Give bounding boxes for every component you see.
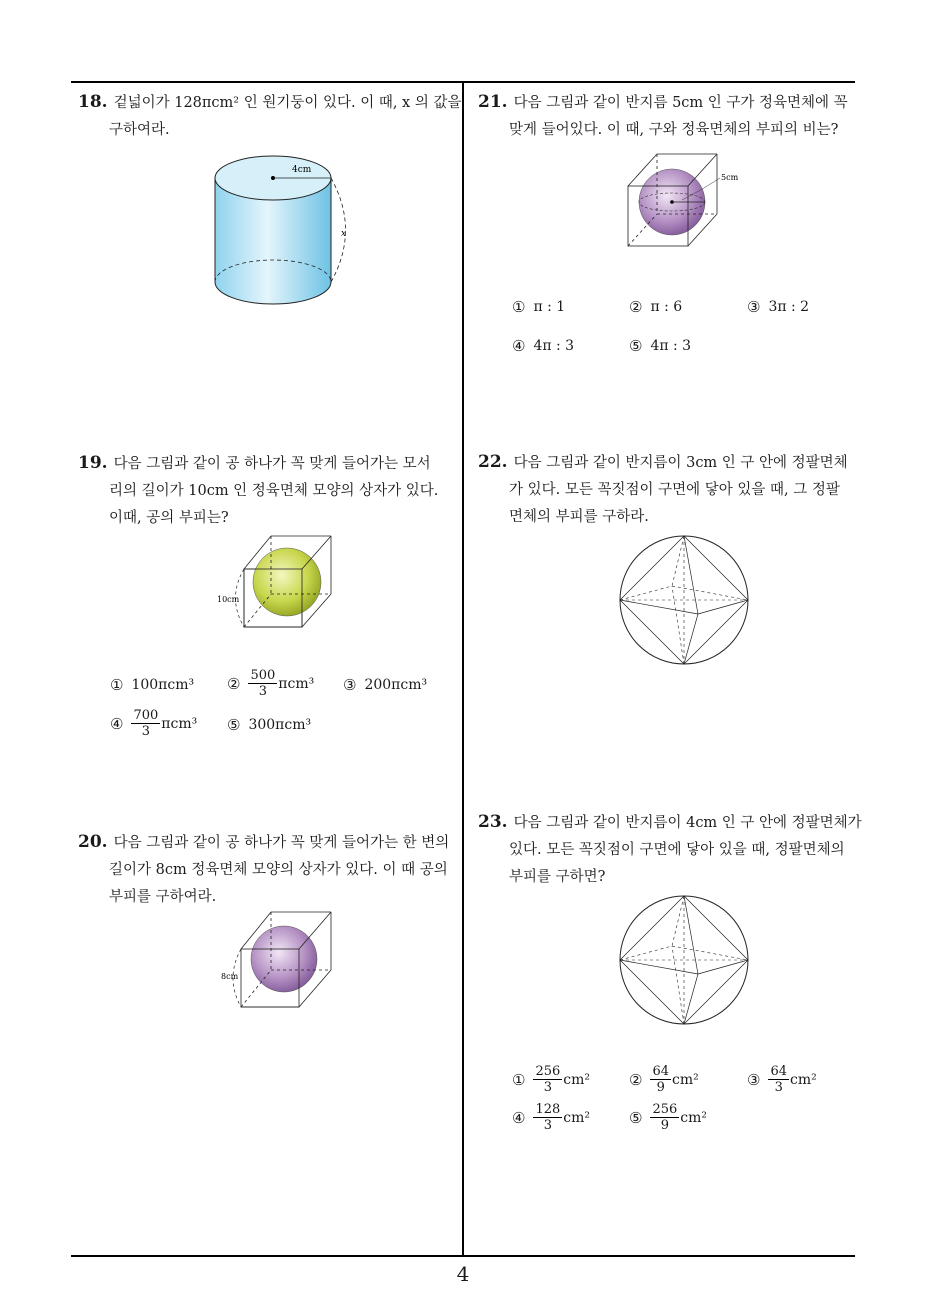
numerator: 256	[535, 1064, 561, 1079]
question-text: 맞게 들어있다. 이 때, 구와 정육면체의 부피의 비는?	[509, 122, 839, 138]
question-21	[478, 89, 848, 144]
question-text: 겉넓이가 128πcm² 인 원기둥이 있다. 이 때, x 의 값을	[113, 95, 462, 111]
question-text: 부피를 구하면?	[509, 869, 606, 885]
option-5[interactable]	[629, 1102, 707, 1133]
option-text: π : 1	[533, 299, 566, 315]
option-marker: ②	[629, 1070, 643, 1089]
question-text: 이때, 공의 부피는?	[109, 510, 229, 526]
question-23	[478, 809, 862, 891]
option-marker: ⑤	[629, 1108, 643, 1127]
fraction	[131, 708, 160, 739]
question-text: 부피를 구하여라.	[109, 889, 217, 905]
fraction	[650, 1102, 679, 1133]
question-number: 18.	[78, 92, 108, 112]
question-number: 22.	[478, 452, 508, 472]
question-text: 리의 길이가 10cm 인 정육면체 모양의 상자가 있다.	[109, 483, 439, 499]
octahedron-in-sphere-figure	[616, 892, 752, 1028]
option-2[interactable]	[629, 1064, 699, 1095]
question-text: 다음 그림과 같이 공 하나가 꼭 맞게 들어가는 한 변의	[113, 835, 450, 851]
numerator: 256	[652, 1102, 678, 1117]
option-4[interactable]	[110, 708, 197, 739]
cube-sphere-figure	[213, 530, 343, 635]
denominator: 3	[141, 724, 150, 739]
cube-sphere-figure	[622, 150, 752, 255]
option-marker: ①	[512, 298, 526, 316]
option-marker: ③	[747, 298, 761, 316]
numerator: 500	[250, 668, 276, 683]
option-1[interactable]	[512, 1064, 590, 1095]
question-20	[78, 829, 449, 911]
option-marker: ①	[110, 676, 124, 694]
question-number: 21.	[478, 92, 508, 112]
option-text: π : 6	[650, 299, 683, 315]
option-3[interactable]	[747, 298, 809, 316]
option-5[interactable]	[227, 716, 311, 734]
option-text: cm²	[672, 1071, 699, 1088]
cube-sphere-figure	[217, 908, 342, 1013]
option-marker: ⑤	[227, 716, 241, 734]
question-text: 다음 그림과 같이 공 하나가 꼭 맞게 들어가는 모서	[113, 456, 431, 472]
edge-label: 8cm	[221, 972, 239, 981]
option-text: cm²	[563, 1071, 591, 1088]
denominator: 3	[543, 1118, 552, 1133]
question-number: 20.	[78, 832, 108, 852]
question-number: 23.	[478, 812, 508, 832]
option-text: 3π : 2	[768, 299, 810, 315]
numerator: 700	[133, 708, 159, 723]
question-number: 19.	[78, 453, 108, 473]
octahedron-in-sphere-figure	[616, 532, 752, 668]
fraction	[248, 668, 277, 699]
page-number: 4	[456, 1262, 470, 1286]
option-4[interactable]	[512, 1102, 590, 1133]
question-text: 길이가 8cm 정육면체 모양의 상자가 있다. 이 때 공의	[109, 862, 448, 878]
option-text: πcm³	[278, 675, 315, 692]
cylinder-figure	[200, 150, 360, 315]
question-text: 다음 그림과 같이 반지름이 3cm 인 구 안에 정팔면체	[513, 455, 848, 471]
option-marker: ④	[110, 714, 124, 733]
fraction	[768, 1064, 789, 1095]
numerator: 64	[652, 1064, 669, 1079]
option-4[interactable]	[512, 337, 574, 355]
numerator: 128	[535, 1102, 561, 1117]
height-label: x	[341, 229, 347, 239]
option-text: cm²	[680, 1109, 708, 1126]
option-text: 200πcm³	[364, 677, 428, 693]
question-22	[478, 449, 848, 531]
fraction	[533, 1064, 562, 1095]
option-text: πcm³	[161, 715, 198, 732]
option-text: 4π : 3	[533, 338, 575, 354]
option-marker: ①	[512, 1070, 526, 1089]
option-2[interactable]	[227, 668, 314, 699]
question-text: 다음 그림과 같이 반지름 5cm 인 구가 정육면체에 꼭	[513, 95, 848, 111]
option-3[interactable]	[343, 676, 427, 694]
option-marker: ⑤	[629, 337, 643, 355]
option-2[interactable]	[629, 298, 682, 316]
radius-label: 5cm	[721, 173, 739, 182]
option-marker: ②	[629, 298, 643, 316]
option-marker: ③	[747, 1070, 761, 1089]
option-marker: ③	[343, 676, 357, 694]
denominator: 3	[258, 684, 267, 699]
option-text: 300πcm³	[248, 717, 312, 733]
option-marker: ④	[512, 337, 526, 355]
fraction	[533, 1102, 562, 1133]
column-divider	[462, 81, 464, 1256]
question-text: 있다. 모든 꼭짓점이 구면에 닿아 있을 때, 정팔면체의	[509, 842, 845, 858]
option-3[interactable]	[747, 1064, 817, 1095]
question-text: 다음 그림과 같이 반지름이 4cm 인 구 안에 정팔면체가	[513, 815, 862, 831]
denominator: 3	[543, 1080, 552, 1095]
denominator: 9	[656, 1080, 665, 1095]
denominator: 3	[774, 1080, 783, 1095]
edge-label: 10cm	[217, 595, 240, 604]
denominator: 9	[660, 1118, 669, 1133]
option-1[interactable]	[110, 676, 194, 694]
fraction	[650, 1064, 671, 1095]
option-5[interactable]	[629, 337, 691, 355]
option-marker: ④	[512, 1108, 526, 1127]
option-text: 4π : 3	[650, 338, 692, 354]
numerator: 64	[770, 1064, 787, 1079]
question-18	[78, 89, 461, 144]
option-text: 100πcm³	[131, 677, 195, 693]
option-marker: ②	[227, 674, 241, 693]
question-19	[78, 450, 438, 532]
option-1[interactable]	[512, 298, 565, 316]
question-text: 가 있다. 모든 꼭짓점이 구면에 닿아 있을 때, 그 정팔	[509, 482, 840, 498]
question-text: 면체의 부피를 구하라.	[509, 509, 649, 525]
option-text: cm²	[790, 1071, 817, 1088]
radius-label: 4cm	[292, 165, 312, 175]
option-text: cm²	[563, 1109, 591, 1126]
question-text: 구하여라.	[109, 122, 170, 138]
